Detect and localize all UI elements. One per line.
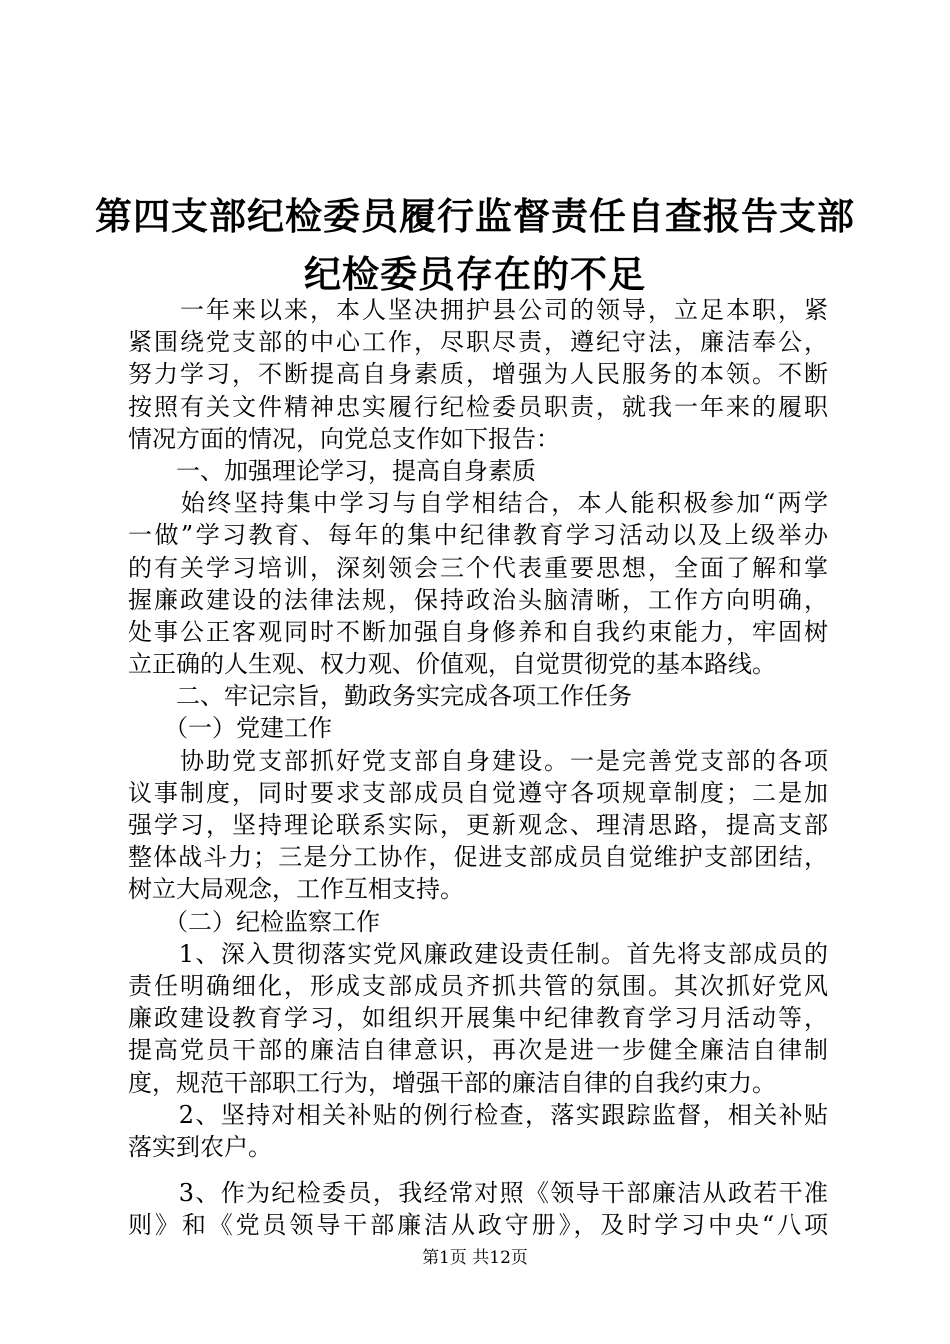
section-heading-1: 一、加强理论学习，提高自身素质 [128, 456, 536, 485]
body-line: 始终坚持集中学习与自学相结合，本人能积极参加“两学 [128, 489, 828, 518]
body-line: 2、坚持对相关补贴的例行检查，落实跟踪监督，相关补贴 [128, 1100, 828, 1129]
document-title-line-2: 纪检委员存在的不足 [304, 252, 646, 296]
body-line: 3、作为纪检委员，我经常对照《领导干部廉洁从政若干准 [128, 1179, 828, 1208]
body-line: 则》和《党员领导干部廉洁从政守册》，及时学习中央“八项 [128, 1211, 828, 1240]
body-line: 一做”学习教育、每年的集中纪律教育学习活动以及上级举办 [128, 521, 828, 550]
document-body [128, 294, 828, 1241]
body-line: 情况方面的情况，向党总支作如下报告： [128, 424, 560, 453]
document-title-line-1: 第四支部纪检委员履行监督责任自查报告支部 [95, 194, 855, 238]
body-line: 立正确的人生观、权力观、价值观，自觉贯彻党的基本路线。 [128, 650, 776, 679]
body-line: 责任明确细化，形成支部成员齐抓共管的氛围。其次抓好党风 [128, 971, 828, 1000]
body-line: 1、深入贯彻落实党风廉政建设责任制。首先将支部成员的 [128, 939, 828, 968]
body-line: 树立大局观念，工作互相支持。 [128, 875, 464, 904]
body-line: 紧围绕党支部的中心工作，尽职尽责，遵纪守法，廉洁奉公， [128, 328, 828, 357]
body-line: 协助党支部抓好党支部自身建设。一是完善党支部的各项 [128, 746, 828, 775]
body-line: 提高党员干部的廉洁自律意识，再次是进一步健全廉洁自律制 [128, 1036, 828, 1065]
body-line: 强学习，坚持理论联系实际，更新观念、理清思路，提高支部 [128, 811, 828, 839]
page-number-footer: 第1页 共12页 [422, 1248, 528, 1268]
body-line: 度，规范干部职工行为，增强干部的廉洁自律的自我约束力。 [128, 1068, 776, 1097]
body-line: 握廉政建设的法律法规，保持政治头脑清晰，工作方向明确， [128, 585, 828, 614]
body-line: 一年来以来，本人坚决拥护县公司的领导，立足本职，紧 [128, 296, 828, 324]
subsection-heading-2: （二）纪检监察工作 [128, 907, 380, 936]
body-line: 的有关学习培训，深刻领会三个代表重要思想，全面了解和掌 [128, 553, 828, 582]
body-line: 议事制度，同时要求支部成员自觉遵守各项规章制度；二是加 [128, 778, 828, 807]
subsection-heading-1: （一）党建工作 [128, 714, 332, 743]
body-line: 整体战斗力；三是分工协作，促进支部成员自觉维护支部团结， [128, 843, 828, 872]
body-line: 处事公正客观同时不断加强自身修养和自我约束能力，牢固树 [128, 617, 828, 646]
section-heading-2: 二、牢记宗旨，勤政务实完成各项工作任务 [128, 682, 632, 711]
body-line: 廉政建设教育学习，如组织开展集中纪律教育学习月活动等， [128, 1004, 828, 1033]
body-line: 按照有关文件精神忠实履行纪检委员职责，就我一年来的履职 [128, 392, 828, 421]
body-line: 落实到农户。 [128, 1132, 272, 1161]
body-line: 努力学习，不断提高自身素质，增强为人民服务的本领。不断 [128, 360, 828, 389]
